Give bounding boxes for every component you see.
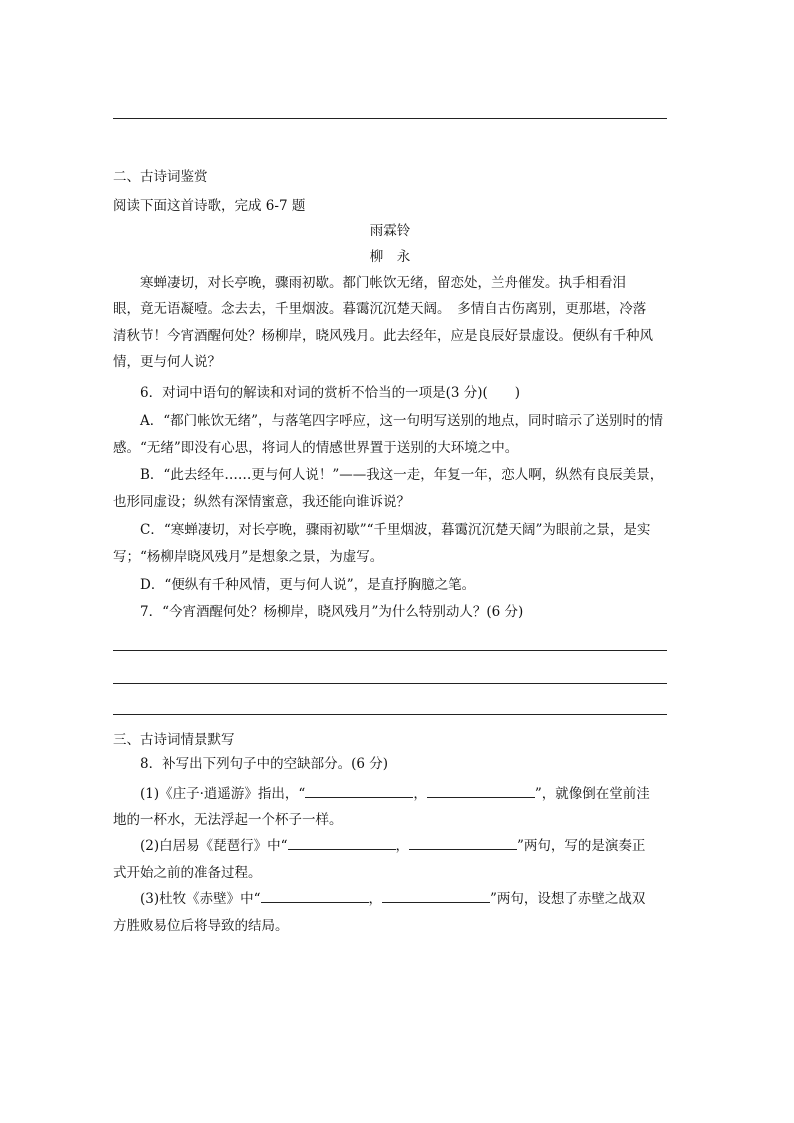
answer-blank[interactable] xyxy=(288,837,396,850)
poem-author: 柳 永 xyxy=(369,249,411,265)
fill-item-3-separator: ， xyxy=(368,891,383,907)
question-6-stem: 6．对词中语句的解读和对词的赏析不恰当的一项是(3 分)( ) xyxy=(140,385,521,401)
fill-item-1-prefix: (1)《庄子·逍遥游》指出，“ xyxy=(140,786,306,802)
fill-item-1 xyxy=(140,785,700,803)
answer-line xyxy=(113,714,667,715)
answer-blank[interactable] xyxy=(409,837,517,850)
fill-item-2-suffix: ”两句，写的是演奏正 xyxy=(517,838,646,854)
poem-line: 情，更与何人说？ xyxy=(113,354,221,370)
answer-line xyxy=(113,683,667,684)
poem-line: 寒蝉凄切，对长亭晚，骤雨初歇。都门帐饮无绪，留恋处，兰舟催发。执手相看泪 xyxy=(140,275,626,291)
poem-line: 眼，竟无语凝噎。念去去，千里烟波。暮霭沉沉楚天阔。 多情自古伤离别，更那堪，冷落 xyxy=(113,301,647,317)
option-d: D．“便纵有千种风情，更与何人说”，是直抒胸臆之笔。 xyxy=(140,577,476,593)
option-a: A．“都门帐饮无绪”，与落笔四字呼应，这一句明写送别的地点，同时暗示了送别时的情 xyxy=(140,413,664,429)
option-a-cont: 感。“无绪”即没有心思，将词人的情感世界置于送别的大环境之中。 xyxy=(113,440,519,456)
option-c: C．“寒蝉凄切，对长亭晚，骤雨初歇”“千里烟波，暮霭沉沉楚天阔”为眼前之景，是实 xyxy=(140,522,651,538)
fill-item-3 xyxy=(140,890,700,908)
answer-blank[interactable] xyxy=(305,785,413,798)
fill-item-1-cont: 地的一杯水，无法浮起一个杯子一样。 xyxy=(113,812,343,828)
reading-instruction: 阅读下面这首诗歌，完成 6-7 题 xyxy=(113,198,306,214)
fill-item-2-cont: 式开始之前的准备过程。 xyxy=(113,865,262,881)
poem-line: 清秋节！今宵酒醒何处？杨柳岸，晓风残月。此去经年，应是良辰好景虚设。便纵有千种风 xyxy=(113,328,653,344)
option-c-cont: 写；“杨柳岸晓风残月”是想象之景，为虚写。 xyxy=(113,549,384,565)
fill-item-3-suffix: ”两句，设想了赤壁之战双 xyxy=(490,891,646,907)
option-b-cont: 也形同虚设；纵然有深情蜜意，我还能向谁诉说？ xyxy=(113,494,410,510)
fill-item-3-prefix: (3)杜牧《赤壁》中“ xyxy=(140,891,261,907)
section-heading-recitation: 三、古诗词情景默写 xyxy=(113,732,235,748)
fill-item-2-separator: ， xyxy=(395,838,410,854)
answer-line xyxy=(113,650,667,651)
answer-blank[interactable] xyxy=(427,785,535,798)
fill-item-3-cont: 方胜败易位后将导致的结局。 xyxy=(113,918,289,934)
fill-item-2-prefix: (2)白居易《琵琶行》中“ xyxy=(140,838,288,854)
fill-item-1-separator: ， xyxy=(413,786,427,802)
question-8-stem: 8．补写出下列句子中的空缺部分。(6 分) xyxy=(140,756,389,772)
poem-title: 雨霖铃 xyxy=(369,223,411,239)
answer-blank[interactable] xyxy=(382,890,490,903)
answer-line-top xyxy=(113,118,667,119)
question-7-stem: 7．“今宵酒醒何处？杨柳岸，晓风残月”为什么特别动人？(6 分) xyxy=(140,604,524,620)
fill-item-2 xyxy=(140,837,700,855)
option-b: B．“此去经年……更与何人说！”——我这一走，年复一年，恋人啊，纵然有良辰美景， xyxy=(140,467,664,483)
answer-blank[interactable] xyxy=(261,890,369,903)
section-heading-poetry: 二、古诗词鉴赏 xyxy=(113,169,208,185)
fill-item-1-suffix: ”，就像倒在堂前洼 xyxy=(534,786,650,802)
